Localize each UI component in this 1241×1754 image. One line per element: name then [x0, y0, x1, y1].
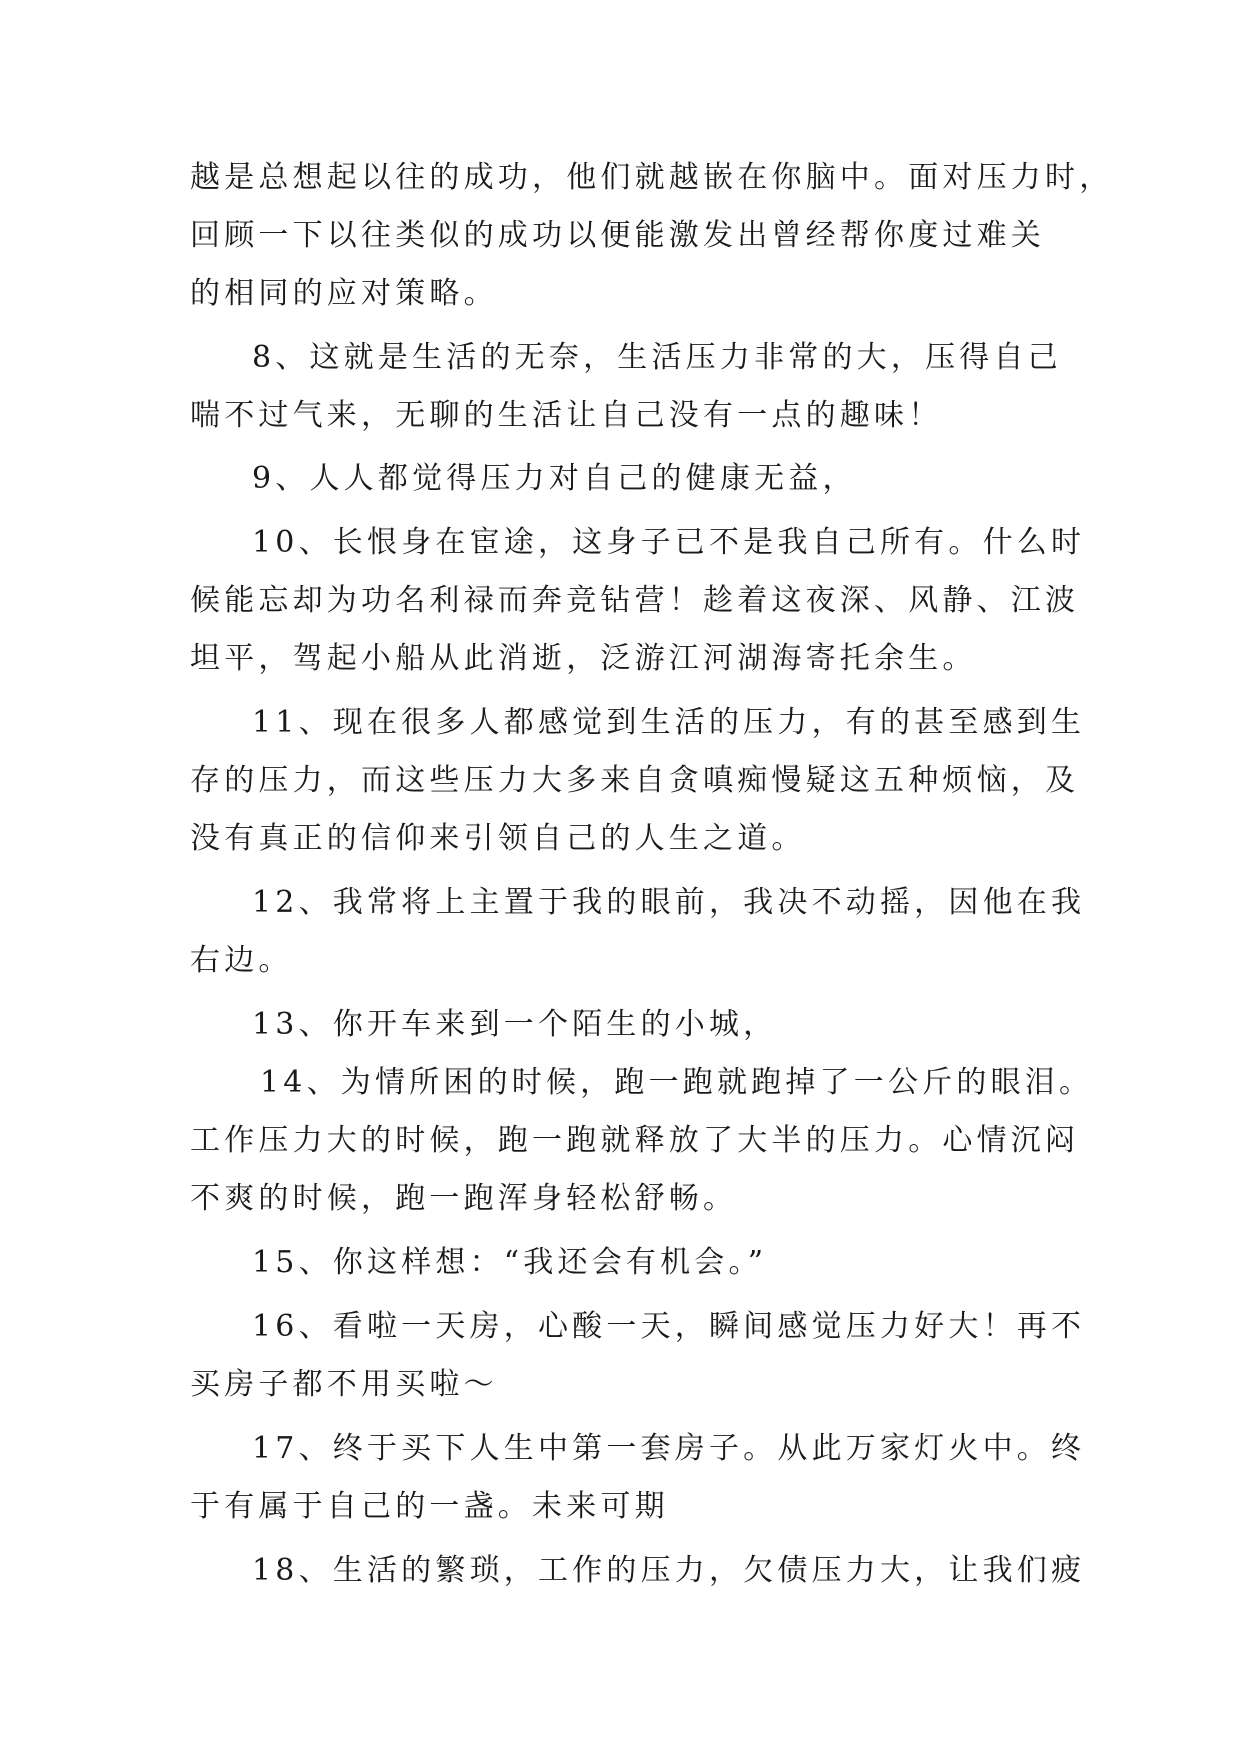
text-line: 10、长恨身在宦途，这身子已不是我自己所有。什么时 [252, 525, 1086, 560]
text-line: 没有真正的信仰来引领自己的人生之道。 [190, 821, 806, 856]
text-line: 的相同的应对策略。 [190, 276, 498, 311]
text-line: 9、人人都觉得压力对自己的健康无益， [252, 461, 857, 496]
text-line: 存的压力，而这些压力大多来自贪嗔痴慢疑这五种烦恼，及 [190, 763, 1080, 798]
text-line: 右边。 [190, 943, 293, 978]
text-line: 14、为情所困的时候，跑一跑就跑掉了一公斤的眼泪。 [260, 1065, 1094, 1100]
text-line: 18、生活的繁琐，工作的压力，欠债压力大，让我们疲 [252, 1553, 1086, 1588]
text-line: 工作压力大的时候，跑一跑就释放了大半的压力。心情沉闷 [190, 1123, 1080, 1158]
text-line: 买房子都不用买啦～ [190, 1367, 498, 1402]
text-line: 15、你这样想：“我还会有机会。” [252, 1245, 768, 1280]
text-line: 13、你开车来到一个陌生的小城， [252, 1007, 778, 1042]
text-line: 越是总想起以往的成功，他们就越嵌在你脑中。面对压力时， [190, 160, 1114, 195]
text-line: 喘不过气来，无聊的生活让自己没有一点的趣味！ [190, 398, 943, 433]
text-line: 17、终于买下人生中第一套房子。从此万家灯火中。终 [252, 1431, 1086, 1466]
text-line: 回顾一下以往类似的成功以便能激发出曾经帮你度过难关 [190, 218, 1045, 253]
text-line: 8、这就是生活的无奈，生活压力非常的大，压得自己 [252, 340, 1062, 375]
text-line: 16、看啦一天房，心酸一天，瞬间感觉压力好大！再不 [252, 1309, 1086, 1344]
text-line: 候能忘却为功名利禄而奔竞钻营！趁着这夜深、风静、江波 [190, 583, 1080, 618]
text-line: 12、我常将上主置于我的眼前，我决不动摇，因他在我 [252, 885, 1086, 920]
text-line: 于有属于自己的一盏。未来可期 [190, 1489, 669, 1524]
text-line: 坦平，驾起小船从此消逝，泛游江河湖海寄托余生。 [190, 641, 977, 676]
text-line: 不爽的时候，跑一跑浑身轻松舒畅。 [190, 1181, 738, 1216]
text-line: 11、现在很多人都感觉到生活的压力，有的甚至感到生 [252, 705, 1086, 740]
